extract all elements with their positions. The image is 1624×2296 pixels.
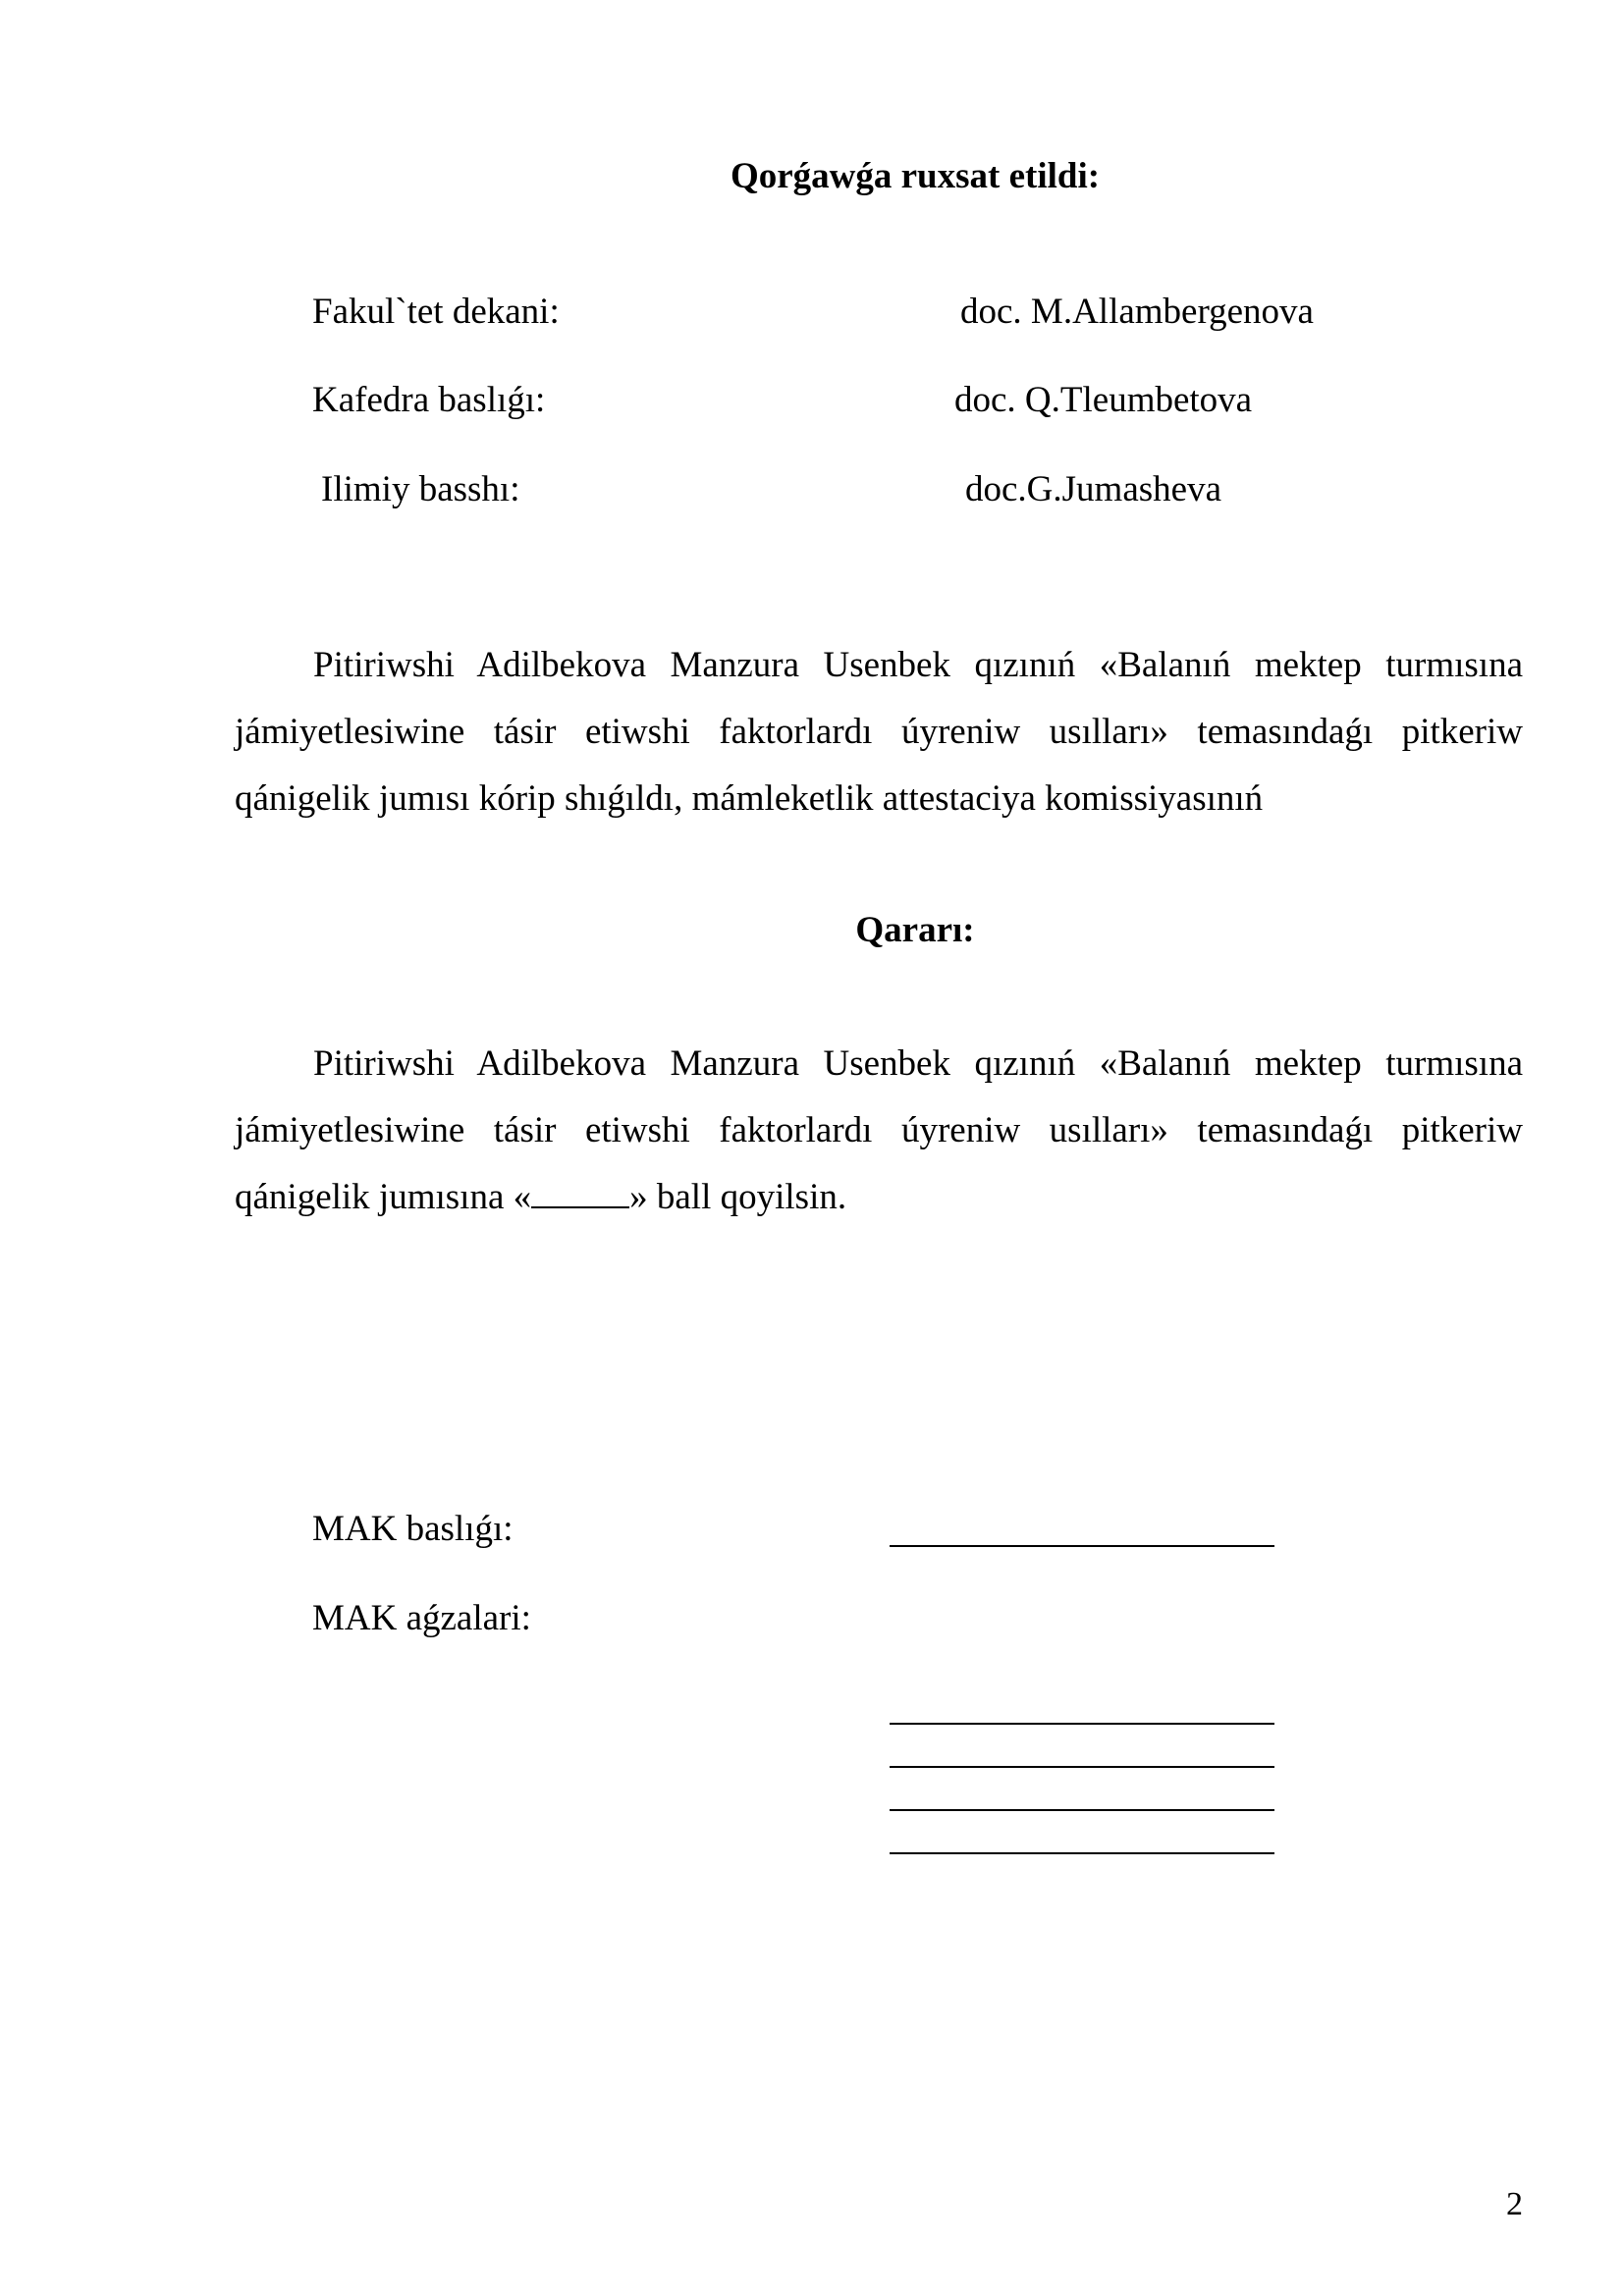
supervisor-name: doc.G.Jumasheva xyxy=(965,469,1221,509)
decision-paragraph-text: Pitiriwshi Adilbekova Manzura Usenbek qızınıń «Balanıń mektep turmısına jámiyetlesiwine tásir etiwshi faktorlardı úyreniw usılları» temasındaǵı pitkeriw qánigelik jumısına « xyxy=(235,1043,1523,1217)
member-signature-line xyxy=(890,1766,1274,1768)
member-signature-line xyxy=(890,1723,1274,1725)
approval-title: Qorǵawǵa ruxsat etildi: xyxy=(730,156,1101,196)
commission-members-label: MAK aǵzalari: xyxy=(312,1598,531,1638)
page-number: 2 xyxy=(1506,2186,1523,2222)
chair-signature-line xyxy=(890,1545,1274,1547)
decision-paragraph-end: » ball qoyilsin. xyxy=(629,1177,847,1217)
decision-title: Qararı: xyxy=(855,910,975,950)
dean-name: doc. M.Allambergenova xyxy=(960,292,1314,332)
intro-paragraph: Pitiriwshi Adilbekova Manzura Usenbek qızınıń «Balanıń mektep turmısına jámiyetlesiwine tásir etiwshi faktorlardı úyreniw usılları» temasındaǵı pitkeriw qánigelik jumısı kórip shıǵıldı, mámleketlik attestaciya komissiyasınıń xyxy=(235,645,1523,819)
decision-paragraph xyxy=(235,1031,1523,1231)
grade-blank xyxy=(531,1177,629,1208)
member-signature-line xyxy=(890,1809,1274,1811)
department-head-name: doc. Q.Tleumbetova xyxy=(954,380,1253,420)
member-signature-line xyxy=(890,1852,1274,1854)
supervisor-role-label: Ilimiy basshı: xyxy=(321,469,520,509)
dean-role-label: Fakul`tet dekani: xyxy=(312,292,560,332)
commission-chair-label: MAK baslıǵı: xyxy=(312,1509,514,1549)
department-head-role-label: Kafedra baslıǵı: xyxy=(312,380,546,420)
